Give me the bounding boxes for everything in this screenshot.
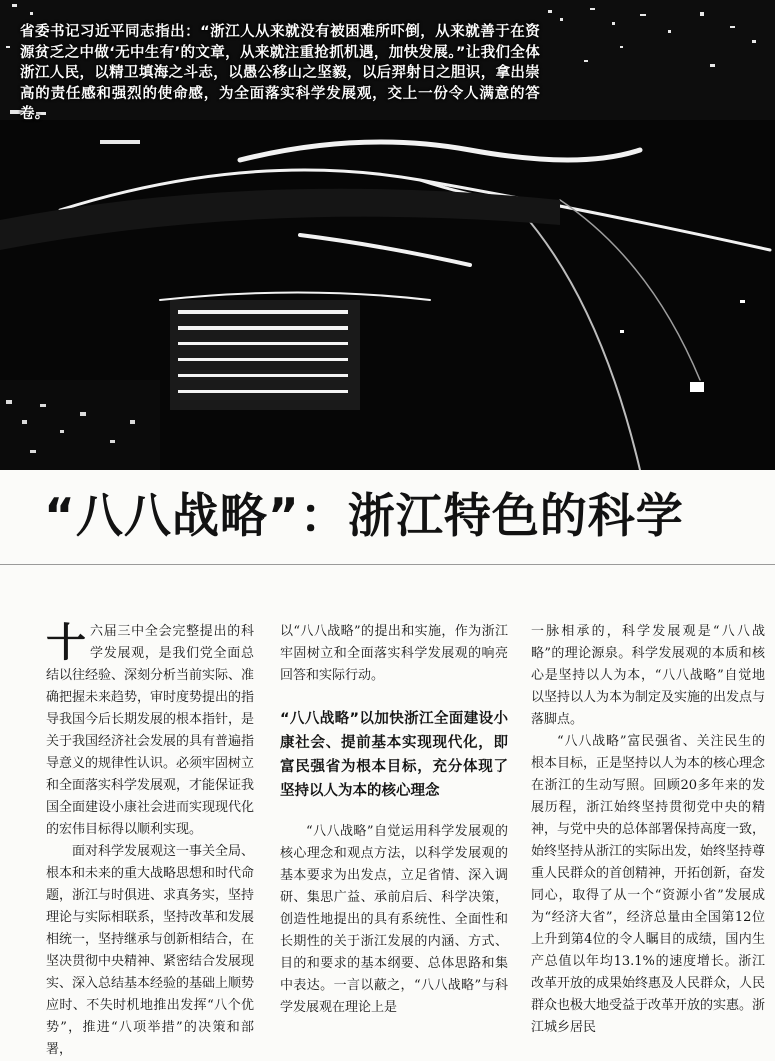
paragraph: 一脉相承的，科学发展观是“八八战略”的理论源泉。科学发展观的本质和核心是坚持以人为本，“八八战略”自觉地以坚持以人为本为制定及实施的出发点与落脚点。 [531,624,766,727]
photo-caption: 省委书记习近平同志指出：“浙江人从来就没有被困难所吓倒，从来就善于在资源贫乏之中做‘无中生有’的文章，从来就注重抢抓机遇，加快发展。”让我们全体浙江人民，以精卫填海之斗志，以愚公移山之坚毅，以后羿射日之胆识，拿出崇高的责任感和强烈的使命感，为全面落实科学发展观，交上一份令人满意的答卷。 [20,24,540,122]
paragraph: 六届三中全会完整提出的科学发展观，是我们党全面总结以往经验、深刻分析当前实际、准确把握未来趋势，审时度势提出的指导我国今后长期发展的根本指针，是关于我国经济社会发展的具有普遍指导意义的规律性认识。必须牢固树立和全面落实科学发展观，才能保证我国全面建设小康社会进而实现现代化的宏伟目标得以顺利实现。 [46,624,255,837]
article-column-3 [531,621,765,1039]
article-column-2 [280,621,508,1019]
paragraph: 面对科学发展观这一事关全局、根本和未来的重大战略思想和时代命题，浙江与时俱进、求真务实，坚持理论与实际相联系，坚持改革和发展相统一，坚持继承与创新相结合，在坚决贯彻中央精神、紧密结合发展现实、深入总结基本经验的基础上顺势应时、不失时机地推出发挥“八个优势”，推进“八项举措”的决策和部署， [46,844,255,1057]
paragraph: 以“八八战略”的提出和实施，作为浙江牢固树立和全面落实科学发展观的响亮回答和实际行动。 [280,624,508,683]
article-column-1 [46,621,254,1061]
section-subheading: “八八战略”以加快浙江全面建设小康社会、提前基本实现现代化，即富民强省为根本目标，充分体现了坚持以人为本的核心理念 [280,711,508,799]
paragraph: “八八战略”富民强省、关注民生的根本目标，正是坚持以人为本的核心理念在浙江的生动写照。回顾20多年来的发展历程，浙江始终坚持贯彻党中央的精神，与党中央的总体部署保持高度一致，始终坚持从浙江的实际出发，始终坚持尊重人民群众的首创精神，开拓创新，奋发同心，取得了从一个“资源小省”发展成为“经济大省”，经济总量由全国第12位上升到第4位的令人瞩目的成绩，国内生产总值以年均13.1%的速度增长。浙江改革开放的成果始终惠及人民群众，人民群众也极大地受益于改革开放的实惠。浙江城乡居民 [531,734,766,1035]
cover-photo [0,0,775,470]
drop-cap: 十 [46,620,86,666]
headline-divider [0,564,775,565]
paragraph: “八八战略”自觉运用科学发展观的核心理念和观点方法，以科学发展观的基本要求为出发点，立足省情、深入调研、集思广益、承前启后、科学决策，创造性地提出的具有系统性、全面性和长期性的关于浙江发展的内涵、方式、目的和要求的基本纲要、总体思路和集中表达。一言以蔽之，“八八战略”与科学发展观在理论上是 [280,824,508,1015]
article-headline: “八八战略”：浙江特色的科学 [44,489,684,544]
